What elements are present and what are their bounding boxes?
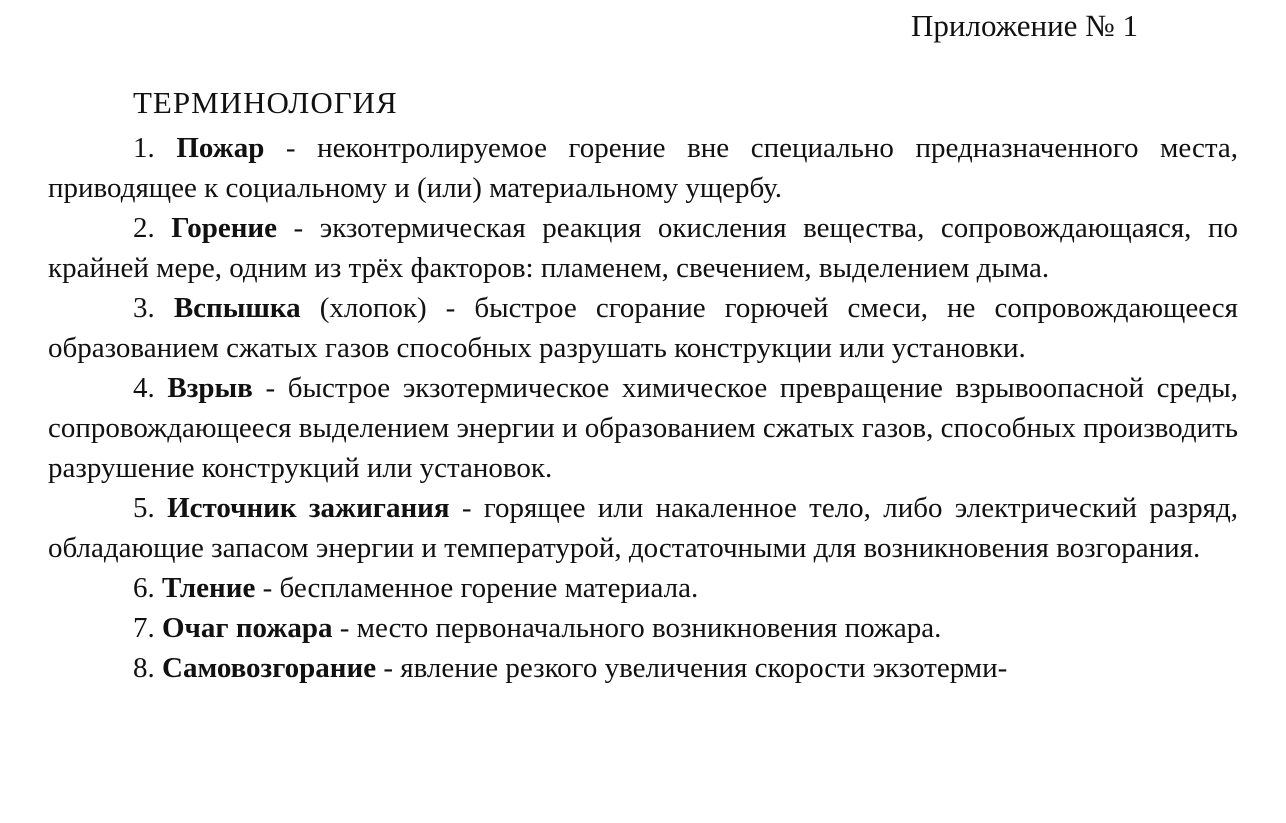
term-name: Вспышка <box>173 292 301 324</box>
term-definition: - экзотермическая реакция окисления вещества, сопровождающаяся, по крайней мере, одним из трёх факторов: пламенем, свечением, выделением дыма. <box>48 212 1238 284</box>
term-number: 5. <box>133 492 155 524</box>
term-item-7 <box>48 608 1238 648</box>
term-item-1 <box>48 128 1238 208</box>
term-definition: - место первоначального возникновения пожара. <box>332 612 942 644</box>
term-number: 2. <box>133 212 155 244</box>
term-definition: (хлопок) - быстрое сгорание горючей смеси, не сопровождающееся образованием сжатых газов способных разрушать конструкции или установки. <box>48 292 1238 364</box>
term-item-4 <box>48 368 1238 488</box>
term-number: 7. <box>133 612 155 644</box>
term-name: Горение <box>171 212 277 244</box>
term-definition: - явление резкого увеличения скорости экзотерми- <box>376 652 1008 684</box>
term-number: 1. <box>133 132 155 164</box>
term-definition: - горящее или накаленное тело, либо электрический разряд, обладающие запасом энергии и температурой, достаточными для возникновения возгорания. <box>48 492 1238 564</box>
term-name: Взрыв <box>167 372 253 404</box>
term-name: Тление <box>162 572 256 604</box>
term-name: Очаг пожара <box>162 612 333 644</box>
term-definition: - быстрое экзотермическое химическое превращение взрывоопасной среды, сопровождающееся выделением энергии и образованием сжатых газов, способных производить разрушение конструкций или установок. <box>48 372 1238 484</box>
page-title: ТЕРМИНОЛОГИЯ <box>133 85 398 120</box>
term-number: 8. <box>133 652 155 684</box>
term-item-2 <box>48 208 1238 288</box>
term-name: Источник зажигания <box>167 492 450 524</box>
term-number: 4. <box>133 372 155 404</box>
term-name: Пожар <box>176 132 265 164</box>
terms-list <box>48 128 1238 688</box>
appendix-label: Приложение № 1 <box>911 8 1138 43</box>
term-item-5 <box>48 488 1238 568</box>
term-item-6 <box>48 568 1238 608</box>
term-number: 6. <box>133 572 155 604</box>
term-definition: - неконтролируемое горение вне специально предназначенного места, приводящее к социальному и (или) материальному ущербу. <box>48 132 1238 204</box>
term-definition: - беспламенное горение материала. <box>255 572 699 604</box>
term-item-8 <box>48 648 1238 688</box>
term-number: 3. <box>133 292 155 324</box>
term-name: Самовозгорание <box>162 652 377 684</box>
term-item-3 <box>48 288 1238 368</box>
